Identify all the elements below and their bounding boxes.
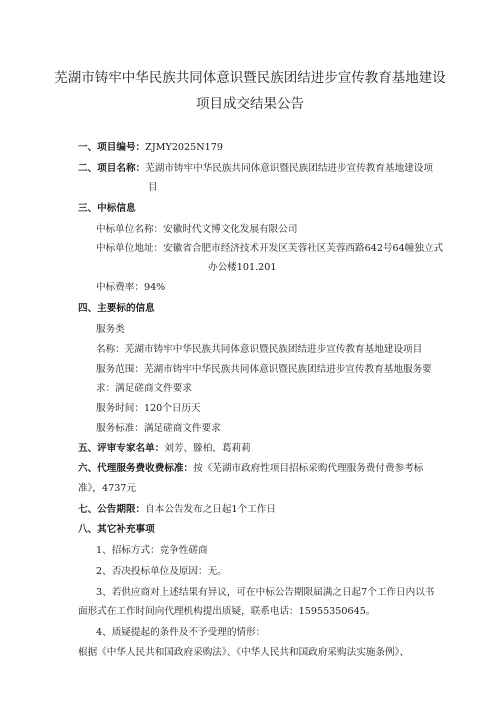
service-standard: 服务标准：满足磋商文件要求 (96, 423, 221, 434)
agency-fee (78, 463, 423, 475)
project-name-value: 芜湖市铸牢中华民族共同体意识暨民族团结进步宣传教育基地建设项 (145, 163, 433, 174)
expert-list (78, 443, 251, 455)
other-items-heading: 八、其它补充事项 (78, 524, 155, 535)
winning-info-heading: 三、中标信息 (78, 203, 136, 214)
winning-unit-address-cont: 办公楼101.201 (208, 262, 277, 273)
title-line-1: 芜湖市铸牢中华民族共同体意识暨民族团结进步宣传教育基地建设 (54, 70, 446, 86)
notice-period (78, 504, 276, 516)
project-number (78, 142, 223, 154)
subject-category: 服务类 (96, 324, 125, 335)
subject-name: 名称：芜湖市铸牢中华民族共同体意识暨民族团结进步宣传教育基地建设项目 (96, 344, 423, 355)
other-item-2: 2、否决投标单位及原因：无。 (96, 566, 227, 577)
title-line-2: 项目成交结果公告 (196, 96, 304, 112)
agency-fee-cont: 准》，4737元 (78, 483, 136, 494)
project-number-label: 一、项目编号： (78, 142, 146, 153)
service-scope: 服务范围：芜湖市铸牢中华民族共同体意识暨民族团结进步宣传教育基地服务要 (96, 364, 432, 375)
project-number-value: ZJMY2025N179 (145, 142, 223, 153)
notice-period-label: 七、公告期限： (78, 504, 146, 515)
notice-period-value: 自本公告发布之日起1个工作日 (145, 504, 276, 515)
winning-unit-name: 中标单位名称：安徽时代文博文化发展有限公司 (96, 224, 298, 235)
other-item-4-cont: 根据《中华人民共和国政府采购法》、《中华人民共和国政府采购法实施条例》、 (78, 647, 409, 658)
agency-fee-value: 按《芜湖市政府性项目招标采购代理服务费付费参考标 (193, 463, 424, 474)
other-item-3-cont: 面形式在工作时间向代理机构提出质疑，联系电话：15955350645。 (78, 606, 376, 617)
other-item-1: 1、招标方式：竞争性磋商 (96, 545, 208, 556)
project-name (78, 163, 433, 175)
agency-fee-label: 六、代理服务费收费标准： (78, 463, 194, 474)
project-name-label: 二、项目名称： (78, 163, 146, 174)
other-item-4: 4、质疑提起的条件及不予受理的情形： (96, 627, 266, 638)
expert-list-label: 五、评审专家名单： (78, 443, 165, 454)
service-scope-cont: 求：满足磋商文件要求 (96, 383, 192, 394)
other-item-3: 3、若供应商对上述结果有异议，可在中标公告期限届满之日起7个工作日内以书 (96, 587, 435, 598)
expert-list-value: 刘芳、滕柏、葛莉莉 (164, 443, 251, 454)
project-name-cont: 目 (148, 182, 158, 193)
winning-unit-address: 中标单位地址：安徽省合肥市经济技术开发区芙蓉社区芙蓉西路642号64幢独立式 (96, 243, 444, 254)
service-time: 服务时间：120个日历天 (96, 403, 201, 414)
winning-rate: 中标费率：94% (96, 282, 166, 293)
main-subject-heading: 四、主要标的信息 (78, 303, 155, 314)
